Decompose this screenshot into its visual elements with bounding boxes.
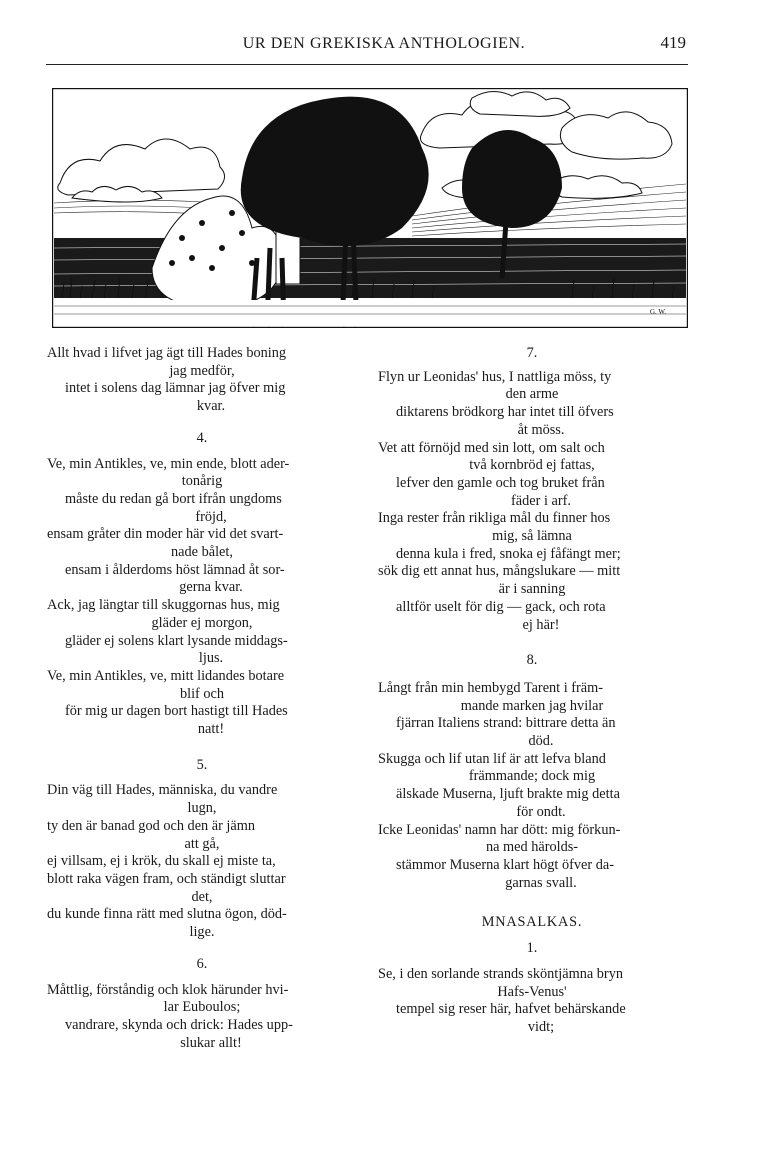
verse-line (378, 369, 686, 404)
verse-main: Se, i den sorlande strands sköntjämna bryn (378, 965, 623, 982)
verse-line (47, 597, 357, 632)
illustration-signature: G. W. (650, 308, 667, 316)
verse-continuation: två kornbröd ej fattas, (469, 457, 595, 474)
verse-continuation: slukar allt! (180, 1034, 242, 1051)
verse-line (378, 475, 686, 510)
verse-line (47, 853, 357, 871)
verse-line (378, 751, 686, 786)
verse-line (47, 782, 357, 817)
verse-line (47, 668, 357, 703)
verse-line (47, 818, 357, 853)
verse-line (378, 822, 686, 857)
verse-main: Allt hvad i lifvet jag ägt till Hades boning (47, 345, 287, 361)
verse-continuation: ej här! (522, 616, 560, 633)
verse-line (378, 546, 686, 564)
verse-continuation: garnas svall. (505, 874, 577, 891)
landscape-illustration (52, 88, 688, 328)
verse-main: Måttlig, förståndig och klok härunder hvi- (47, 981, 289, 998)
verse-line (47, 562, 357, 597)
verse-continuation: den arme (505, 386, 559, 403)
verse-continuation: na med härolds- (485, 839, 579, 856)
verse-main: Vet att förnöjd med sin lott, om salt och (378, 439, 605, 456)
poem-4 (47, 456, 357, 739)
verse-continuation: jag medför, (169, 362, 235, 379)
poem-number: 1. (526, 940, 538, 957)
verse-main: Skugga och lif utan lif är att lefva bland (378, 750, 606, 767)
verse-main: stämmor Muserna klart högt öfver da- (396, 856, 614, 873)
verse-continuation: nade bålet, (171, 544, 233, 561)
verse-line (47, 456, 357, 491)
verse-line (378, 715, 686, 750)
section-title: MNASALKAS. (481, 914, 583, 931)
verse-main: älskade Muserna, ljuft brakte mig detta (396, 786, 620, 803)
verse-main: Flyn ur Leonidas' hus, I nattliga möss, ty (378, 368, 612, 385)
verse-line (378, 680, 686, 715)
verse-continuation: kvar. (196, 398, 226, 415)
poem-number: 6. (196, 955, 208, 972)
verse-continuation: lugn, (187, 800, 217, 817)
verse-continuation: tonårig (181, 473, 223, 490)
verse-line (47, 633, 357, 668)
verse-line (378, 966, 686, 1001)
verse-line (378, 404, 686, 439)
verse-line (47, 703, 357, 738)
verse-main: Ve, min Antikles, ve, mitt lidandes botare (47, 667, 285, 684)
verse-continuation: blif och (179, 685, 225, 702)
verse-main: ensam i ålderdoms höst lämnad åt sor- (65, 561, 285, 578)
verse-continuation: natt! (197, 721, 225, 738)
verse-continuation: fröjd, (195, 508, 227, 525)
running-head (0, 33, 768, 57)
verse-main: Långt från min hembygd Tarent i främ- (378, 679, 604, 696)
verse-main: gläder ej solens klart lysande middags- (65, 632, 288, 649)
verse-continuation: fäder i arf. (511, 492, 571, 509)
verse-main: Ack, jag längtar till skuggornas hus, mig (47, 597, 280, 614)
verse-line (47, 526, 357, 561)
verse-main: Din väg till Hades, människa, du vandre (47, 782, 278, 799)
verse-continuation: gläder ej morgon, (151, 614, 253, 631)
verse-main: Ve, min Antikles, ve, min ende, blott ader- (47, 455, 290, 472)
verse-continuation: lar Euboulos; (163, 999, 241, 1016)
poem-number: 5. (196, 756, 208, 773)
verse-line (47, 491, 357, 526)
verse-main: tempel sig reser här, hafvet behärskande (396, 1001, 626, 1018)
poem-7 (378, 369, 686, 635)
verse-main: diktarens brödkorg har intet till öfvers (396, 404, 614, 421)
verse-line (47, 345, 357, 380)
verse-continuation: mig, så lämna (492, 528, 572, 545)
verse-line (378, 786, 686, 821)
intro-stanza (47, 345, 357, 416)
poem-5 (47, 782, 357, 941)
verse-main: denna kula i fred, snoka ej fåfängt mer; (396, 545, 621, 562)
verse-continuation: att gå, (184, 835, 220, 852)
verse-line (47, 1017, 357, 1052)
left-column (47, 345, 357, 1052)
verse-continuation: död. (528, 733, 554, 750)
header-rule (46, 64, 688, 65)
mnasalkas-poem-1 (378, 966, 686, 1037)
verse-main: sök dig ett annat hus, mångslukare — mitt (378, 563, 621, 580)
verse-line (378, 563, 686, 598)
verse-continuation: mande marken jag hvilar (460, 697, 604, 714)
running-title: UR DEN GREKISKA ANTHOLOGIEN. (242, 35, 526, 52)
verse-main: du kunde finna rätt med slutna ögon, död- (47, 906, 287, 923)
verse-continuation: för ondt. (516, 803, 566, 820)
verse-line (378, 599, 686, 634)
verse-continuation: gerna kvar. (179, 579, 243, 596)
verse-main: intet i solens dag lämnar jag öfver mig (65, 380, 286, 397)
poem-number: 8. (526, 652, 538, 669)
verse-line (378, 510, 686, 545)
verse-main: ty den är banad god och den är jämn (47, 817, 256, 834)
verse-main: ej villsam, ej i krök, du skall ej miste ta, (47, 853, 276, 870)
poem-6 (47, 982, 357, 1053)
poem-number: 7. (526, 345, 538, 361)
verse-line (47, 982, 357, 1017)
verse-line (378, 1001, 686, 1036)
verse-line (47, 380, 357, 415)
verse-main: Icke Leonidas' namn har dött: mig förkun- (378, 821, 621, 838)
verse-continuation: Hafs-Venus' (497, 983, 567, 1000)
poem-number: 4. (196, 429, 208, 446)
verse-line (47, 906, 357, 941)
verse-main: för mig ur dagen bort hastigt till Hades (65, 703, 288, 720)
verse-continuation: ljus. (198, 650, 224, 667)
verse-continuation: vidt; (527, 1018, 555, 1035)
verse-main: måste du redan gå bort ifrån ungdoms (65, 490, 282, 507)
verse-main: blott raka vägen fram, och ständigt sluttar (47, 870, 286, 887)
right-column (378, 345, 686, 1037)
verse-main: vandrare, skynda och drick: Hades upp- (65, 1016, 293, 1033)
verse-main: ensam gråter din moder här vid det svart- (47, 526, 284, 543)
verse-continuation: det, (191, 888, 213, 905)
poem-8 (378, 680, 686, 892)
verse-line (47, 871, 357, 906)
page-number: 419 (660, 33, 686, 52)
verse-continuation: åt möss. (517, 421, 565, 438)
verse-continuation: lige. (189, 924, 215, 941)
verse-main: lefver den gamle och tog bruket från (396, 474, 605, 491)
verse-line (378, 857, 686, 892)
verse-main: Inga rester från rikliga mål du finner hos (378, 510, 611, 527)
verse-line (378, 440, 686, 475)
verse-main: fjärran Italiens strand: bittrare detta än (396, 715, 616, 732)
verse-continuation: främmande; dock mig (468, 768, 596, 785)
verse-continuation: är i sanning (498, 581, 566, 598)
verse-main: alltför uselt för dig — gack, och rota (396, 598, 606, 615)
